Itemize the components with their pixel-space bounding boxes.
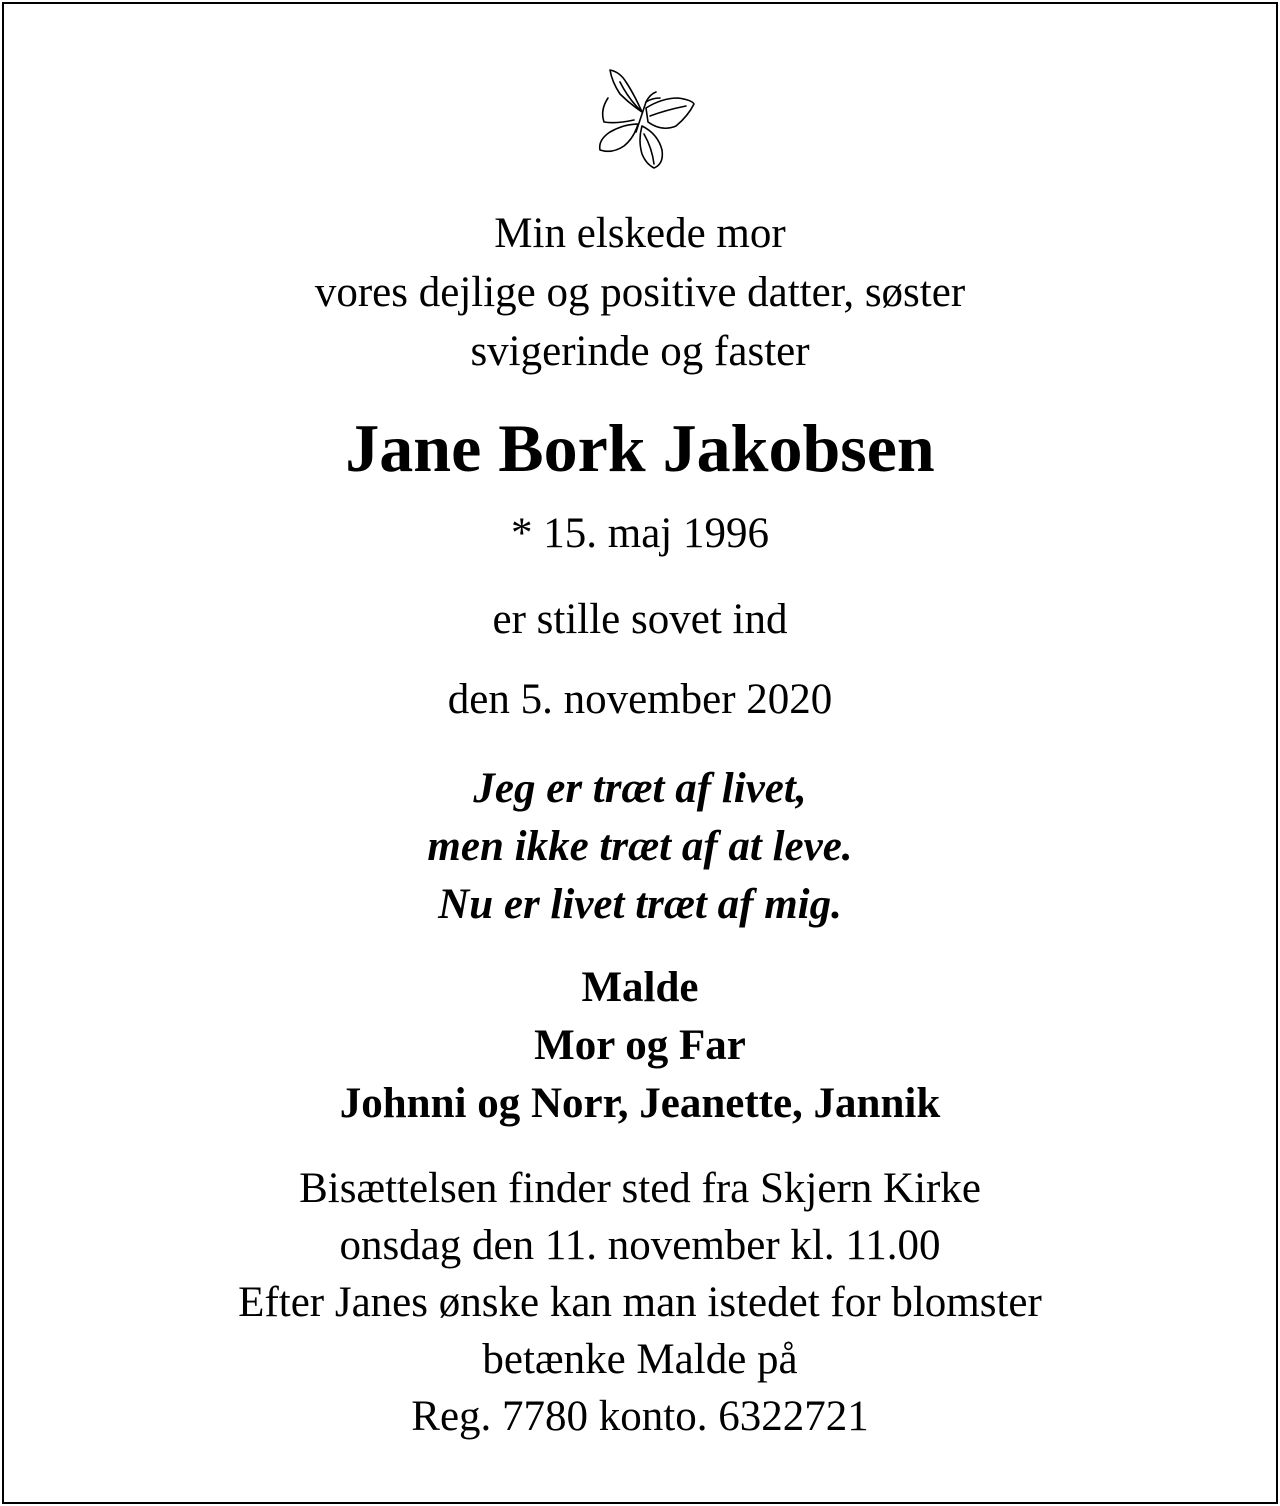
birth-date: * 15. maj 1996	[511, 510, 769, 557]
deceased-name: Jane Bork Jakobsen	[345, 410, 935, 486]
intro-line: Min elskede mor	[494, 210, 786, 257]
funeral-details	[4, 1160, 1276, 1445]
family-line: Johnni og Norr, Jeanette, Jannik	[339, 1080, 941, 1127]
butterfly-icon	[590, 64, 698, 174]
intro-line: vores dejlige og positive datter, søster	[314, 269, 966, 316]
funeral-line: Bisættelsen finder sted fra Skjern Kirke	[299, 1165, 981, 1212]
intro-text	[4, 204, 1276, 381]
death-date: den 5. november 2020	[447, 676, 833, 723]
funeral-line: Efter Janes ønske kan man istedet for blomster	[238, 1279, 1042, 1326]
family-line: Malde	[581, 964, 699, 1011]
intro-line: svigerinde og faster	[470, 328, 810, 375]
passing-text: er stille sovet ind	[492, 596, 788, 643]
verse-line: Nu er livet træt af mig.	[438, 881, 842, 928]
family-line: Mor og Far	[534, 1022, 746, 1069]
verse	[4, 760, 1276, 934]
funeral-line: Reg. 7780 konto. 6322721	[411, 1393, 869, 1440]
family-signatures	[4, 959, 1276, 1133]
verse-line: Jeg er træt af livet,	[473, 765, 807, 812]
funeral-line: onsdag den 11. november kl. 11.00	[339, 1222, 941, 1269]
funeral-line: betænke Malde på	[482, 1336, 798, 1383]
obituary-notice	[2, 2, 1278, 1504]
verse-line: men ikke træt af at leve.	[427, 823, 853, 870]
